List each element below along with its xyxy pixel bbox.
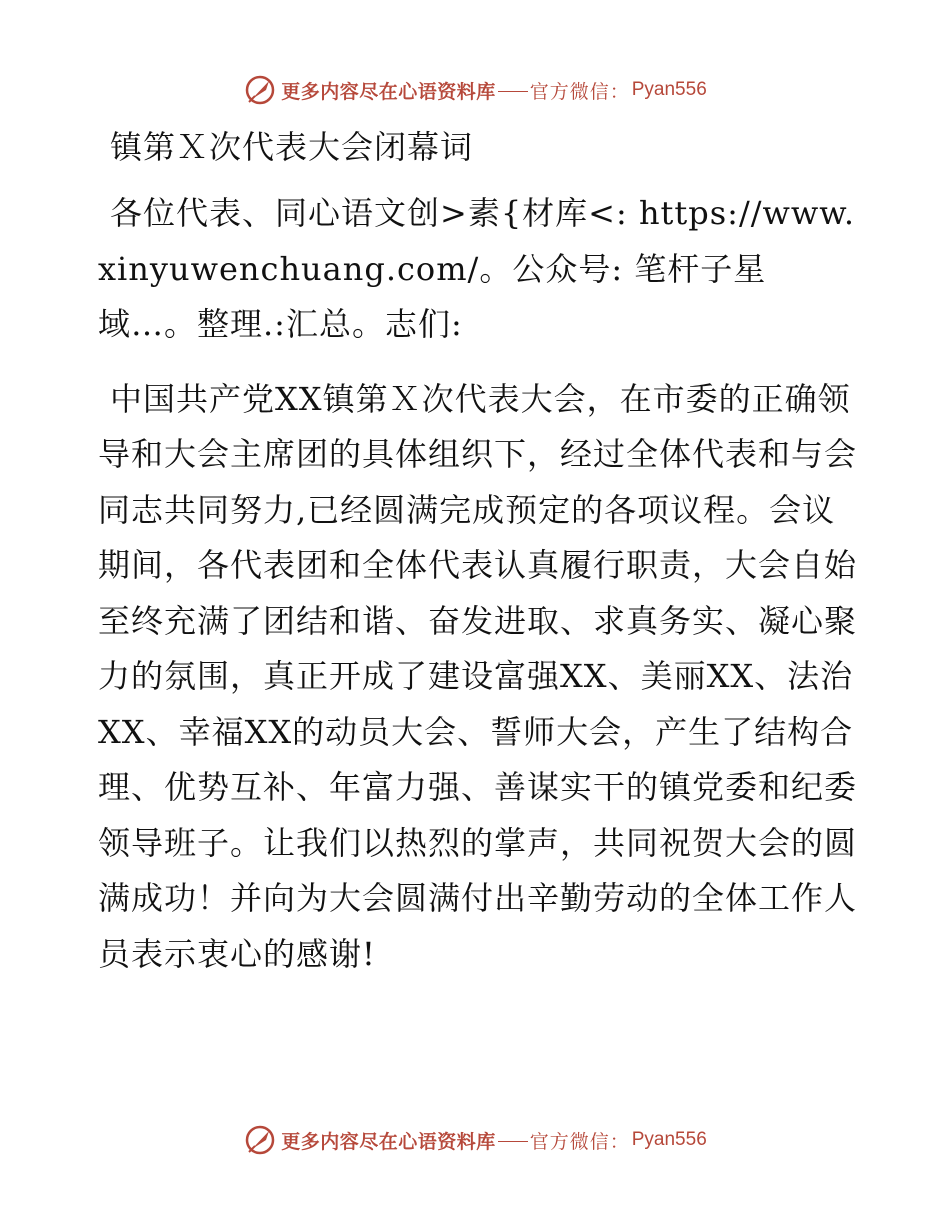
header-watermark	[0, 70, 950, 110]
watermark-brand-text: 更多内容尽在心语资料库	[281, 1130, 496, 1153]
watermark-separator	[498, 1141, 528, 1142]
quill-pen-logo-icon	[243, 73, 277, 107]
watermark-wechat-handle: Pyan556	[631, 79, 707, 100]
watermark-separator	[498, 91, 528, 92]
watermark-brand-text: 更多内容尽在心语资料库	[281, 80, 496, 103]
paragraph-salutation: 各位代表、同心语文创>素{材库<: https://www.xinyuwenchuang.com/。公众号: 笔杆子星域…。整理.:汇总。志们:	[98, 194, 856, 343]
quill-pen-logo-icon	[243, 1123, 277, 1157]
document-body	[98, 122, 858, 1001]
document-title: 镇第Ｘ次代表大会闭幕词	[110, 128, 474, 166]
watermark-official-label: 官方微信：	[529, 1130, 630, 1153]
watermark-wechat-handle: Pyan556	[631, 1129, 707, 1150]
paragraph-main: 中国共产党XX镇第Ｘ次代表大会，在市委的正确领导和大会主席团的具体组织下，经过全体代表和与会同志共同努力,已经圆满完成预定的各项议程。会议期间，各代表团和全体代表认真履行职责，大会自始至终充满了团结和谐、奋发进取、求真务实、凝心聚力的氛围，真正开成了建设富强XX、美丽XX、法治XX、幸福XX的动员大会、誓师大会，产生了结构合理、优势互补、年富力强、善谋实干的镇党委和纪委领导班子。让我们以热烈的掌声，共同祝贺大会的圆满成功！并向为大会圆满付出辛勤劳动的全体工作人员表示衷心的感谢!	[98, 379, 858, 973]
footer-watermark	[0, 1120, 950, 1160]
watermark-official-label: 官方微信：	[529, 80, 630, 103]
